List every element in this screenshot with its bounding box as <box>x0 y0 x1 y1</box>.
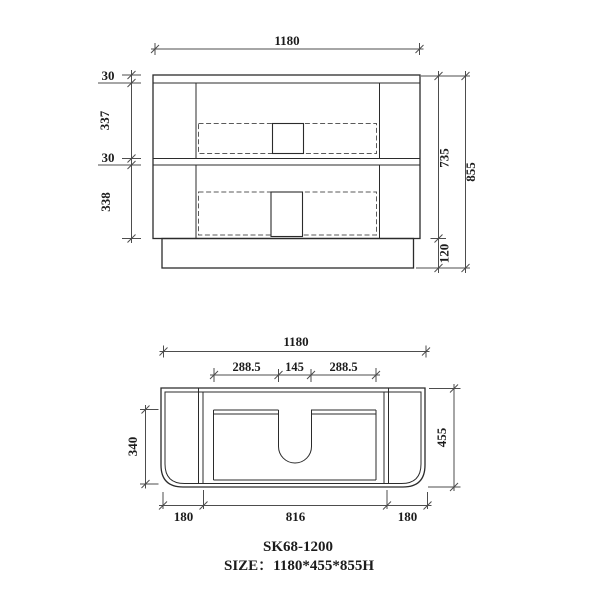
lower-drawer-handle <box>271 192 303 237</box>
seg-dim-338: 338 <box>98 192 113 212</box>
center-span-dim-label: 816 <box>285 509 306 524</box>
plan-width-dimension <box>160 334 431 358</box>
front-left-dimensions <box>97 68 141 243</box>
plan-outer-outline <box>161 388 425 487</box>
seg-dim-337: 337 <box>97 110 112 131</box>
total-height-dim-label: 855 <box>463 162 478 182</box>
model-number: SK68-1200 <box>262 539 334 555</box>
upper-drawer-handle <box>273 124 304 154</box>
front-width-dim-label: 1180 <box>274 33 300 48</box>
front-right-dimensions <box>416 71 478 273</box>
basin-left-dim-label: 288.5 <box>232 360 261 374</box>
front-elevation-view <box>153 75 420 268</box>
plan-depth-dimension <box>428 384 461 491</box>
plan-top-sub-dimensions <box>210 360 380 382</box>
plan-bottom-dimensions <box>159 490 432 524</box>
depth-dim-label: 455 <box>434 427 449 448</box>
plumbing-u-notch <box>279 410 312 463</box>
notch-width-dim-label: 145 <box>285 360 304 374</box>
front-width-dimension <box>151 33 424 55</box>
plinth-outline <box>162 239 414 269</box>
side-offset-left-dim-label: 180 <box>173 509 194 524</box>
seg-dim-top-30: 30 <box>101 68 115 83</box>
side-offset-right-dim-label: 180 <box>397 509 418 524</box>
plan-inner-depth-dimension <box>125 405 159 489</box>
plinth-height-dim-label: 120 <box>436 243 452 264</box>
inner-depth-dim-label: 340 <box>125 436 140 457</box>
size-label: SIZE：1180*455*855H <box>223 558 375 574</box>
basin-right-dim-label: 288.5 <box>329 360 358 374</box>
seg-dim-mid-30: 30 <box>101 150 115 165</box>
plan-width-dim-label: 1180 <box>283 334 309 349</box>
body-height-dim-label: 735 <box>436 148 452 168</box>
caption <box>224 539 374 574</box>
plan-view <box>161 388 425 487</box>
